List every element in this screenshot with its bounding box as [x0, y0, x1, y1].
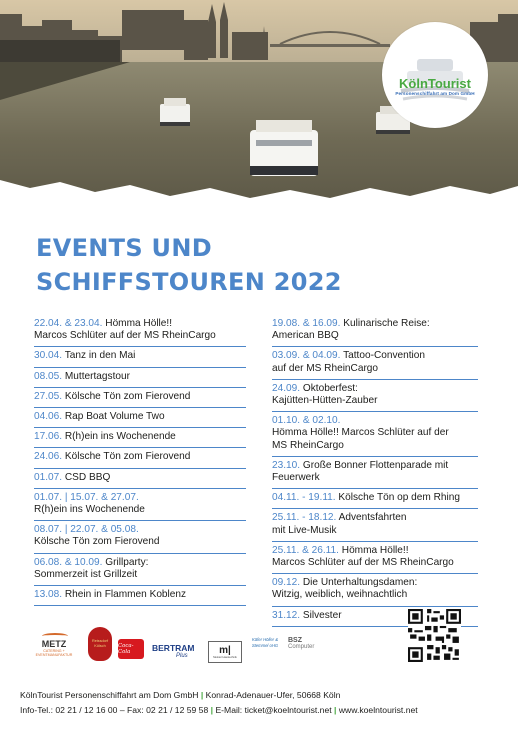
sponsor-mj — [208, 641, 242, 663]
event-title: Große Bonner Flottenparade mit — [300, 459, 449, 471]
event-item — [34, 411, 246, 428]
event-date: 25.11. & 26.11. — [272, 544, 339, 556]
footer-line-2 — [20, 703, 500, 718]
event-item — [34, 350, 246, 367]
footer-line-1 — [20, 688, 500, 703]
event-title: Hömma Hölle!! — [102, 318, 173, 329]
logo-tagline: Personenschiffahrt am Dom GmbH — [395, 90, 475, 96]
footer-phone: Info-Tel.: 02 21 / 12 16 00 – Fax: 02 21 / 12 59 58 — [20, 704, 209, 715]
event-line-1 — [272, 545, 478, 557]
bertram-sublabel: Plus — [176, 653, 188, 659]
event-line-1 — [272, 350, 478, 362]
event-item — [272, 460, 478, 489]
event-item — [34, 391, 246, 408]
event-line-1 — [34, 492, 246, 504]
event-date: 04.06. — [34, 411, 63, 423]
footer-address: Konrad-Adenauer-Ufer, 50668 Köln — [205, 690, 341, 700]
event-line-1 — [34, 524, 246, 536]
event-title: Oktoberfest: — [300, 382, 358, 394]
event-line-1 — [272, 460, 478, 472]
event-line-1 — [34, 411, 246, 423]
event-date: 24.06. — [34, 451, 63, 463]
event-line-1 — [272, 415, 478, 427]
event-item — [272, 415, 478, 457]
event-title: Adventsfahrten — [336, 512, 407, 524]
event-title: Kulinarische Reise: — [340, 318, 430, 329]
koelntourist-logo — [382, 22, 488, 128]
event-date: 25.11. - 18.12. — [272, 512, 337, 524]
event-title-continued: Sommerzeit ist Grillzeit — [34, 568, 138, 580]
event-item — [272, 512, 478, 541]
event-line-1 — [272, 577, 478, 589]
event-item — [272, 577, 478, 606]
event-title: Tattoo-Convention — [340, 350, 426, 362]
event-line-1 — [34, 371, 246, 383]
event-date: 01.10. & 02.10. — [272, 415, 341, 427]
sponsor-logos — [18, 611, 398, 671]
event-title-continued: Marcos Schlüter auf der MS RheinCargo — [272, 557, 454, 569]
event-item — [34, 451, 246, 468]
sponsor-kaefer — [248, 637, 282, 649]
event-date: 01.07. — [34, 471, 63, 483]
events-column-right — [272, 318, 502, 630]
event-date: 30.04. — [34, 350, 63, 362]
footer-company: KölnTourist Personenschiffahrt am Dom GmbH — [20, 690, 199, 700]
event-line-1 — [34, 350, 246, 362]
event-line-1 — [34, 472, 246, 484]
bertram-label: BERTRAM — [152, 643, 195, 653]
event-item — [34, 472, 246, 489]
logo-koln: Köln — [399, 75, 428, 91]
event-item — [34, 431, 246, 448]
sponsor-cocacola — [118, 639, 144, 659]
event-date: 09.12. — [272, 577, 301, 589]
event-item — [272, 545, 478, 574]
event-title: Hömma Hölle!! — [338, 544, 409, 556]
footer-email[interactable]: E-Mail: ticket@koelntourist.net — [215, 704, 332, 715]
event-title: Rap Boat Volume Two — [62, 411, 165, 423]
event-date: 24.09. — [272, 382, 301, 394]
kaefer-label: Käfer Höller & Stemmel oHG — [251, 637, 279, 648]
event-title: Kölsche Tön op dem Rhing — [335, 492, 460, 504]
event-item — [34, 589, 246, 606]
event-date: 01.07. | 15.07. & 27.07. — [34, 491, 139, 503]
event-date: 13.08. — [34, 589, 63, 601]
footer-separator: | — [200, 690, 204, 700]
event-line-1 — [34, 557, 246, 569]
event-item — [34, 524, 246, 553]
metz-label: METZ — [41, 639, 67, 649]
event-title-continued: mit Live-Musik — [272, 524, 337, 536]
event-date: 27.05. — [34, 390, 63, 402]
event-title: Silvester — [300, 609, 342, 621]
event-item — [34, 371, 246, 388]
event-line-1 — [272, 318, 478, 330]
event-title-continued: Witzig, weiblich, weihnachtlich — [272, 589, 408, 601]
event-title-continued: Kölsche Tön zom Fierovend — [34, 536, 160, 548]
event-date: 22.04. & 23.04. — [34, 318, 103, 329]
event-item — [272, 383, 478, 412]
event-line-1 — [34, 391, 246, 403]
event-title: R(h)ein ins Wochenende — [62, 431, 176, 443]
logo-tourist: Tourist — [427, 75, 471, 91]
events-column-left — [34, 318, 264, 609]
mj-sublabel: Meister Haustechnik — [213, 656, 237, 659]
event-title-continued: Feuerwerk — [272, 472, 320, 484]
event-title-continued: Kajütten-Hütten-Zauber — [272, 395, 378, 407]
event-item — [272, 492, 478, 509]
event-item — [272, 350, 478, 379]
event-date: 31.12. — [272, 609, 301, 621]
event-line-1 — [272, 383, 478, 395]
reissdorf-label: Reissdorf Kölsch — [91, 639, 109, 648]
footer-web[interactable]: www.koelntourist.net — [338, 704, 418, 715]
event-title: Muttertagstour — [62, 370, 130, 382]
event-title-continued: Hömma Hölle!! Marcos Schlüter auf der — [272, 427, 449, 439]
event-line-1 — [34, 451, 246, 463]
bsz-label: BSZ — [288, 637, 302, 644]
event-date: 03.09. & 04.09. — [272, 350, 341, 362]
sponsor-reissdorf — [88, 627, 112, 661]
event-date: 08.07. | 22.07. & 05.08. — [34, 524, 139, 536]
footer-separator: | — [210, 704, 214, 715]
mj-label: m| — [219, 645, 231, 656]
cocacola-label: Coca-Cola — [118, 643, 134, 655]
sponsor-bertram — [152, 643, 202, 659]
event-item — [272, 318, 478, 347]
metz-sublabel: CATERING + EVENTMANUFAKTUR — [35, 649, 73, 657]
event-title: Grillparty: — [102, 556, 149, 568]
event-date: 04.11. - 19.11. — [272, 492, 336, 504]
bsz-sublabel: Computer — [288, 644, 315, 650]
event-date: 23.10. — [272, 459, 301, 471]
event-date: 19.08. & 16.09. — [272, 318, 341, 329]
event-title: CSD BBQ — [62, 471, 111, 483]
event-title: Tanz in den Mai — [62, 350, 136, 362]
footer-separator: | — [334, 704, 337, 715]
event-line-1 — [272, 512, 478, 524]
event-item — [34, 492, 246, 521]
page-title — [36, 231, 476, 299]
event-title-continued: auf der MS RheinCargo — [272, 362, 379, 374]
title-line-2: SCHIFFSTOUREN 2022 — [36, 268, 342, 296]
logo-wordmark — [399, 77, 471, 90]
event-date: 08.05. — [34, 370, 63, 382]
event-title: Die Unterhaltungsdamen: — [300, 577, 418, 589]
event-title-continued: American BBQ — [272, 330, 339, 342]
event-item — [34, 557, 246, 586]
event-line-1 — [34, 431, 246, 443]
footer-contact — [20, 688, 500, 717]
event-line-1 — [34, 318, 246, 330]
sponsor-metz — [28, 633, 80, 657]
event-date: 06.08. & 10.09. — [34, 556, 103, 568]
event-line-1 — [272, 492, 478, 504]
event-title: Rhein in Flammen Koblenz — [62, 589, 187, 601]
event-line-1 — [34, 589, 246, 601]
event-item — [34, 318, 246, 347]
event-title: Kölsche Tön zom Fierovend — [62, 390, 191, 402]
sponsor-bsz — [288, 637, 326, 650]
title-line-1: EVENTS UND — [36, 234, 212, 262]
event-title: Kölsche Tön zom Fierovend — [62, 451, 191, 463]
event-title-continued: Marcos Schlüter auf der MS RheinCargo — [34, 330, 216, 342]
event-title-continued: MS RheinCargo — [272, 439, 344, 451]
qr-code-icon[interactable] — [408, 609, 461, 662]
event-title-continued: R(h)ein ins Wochenende — [34, 504, 145, 516]
event-date: 17.06. — [34, 431, 63, 443]
